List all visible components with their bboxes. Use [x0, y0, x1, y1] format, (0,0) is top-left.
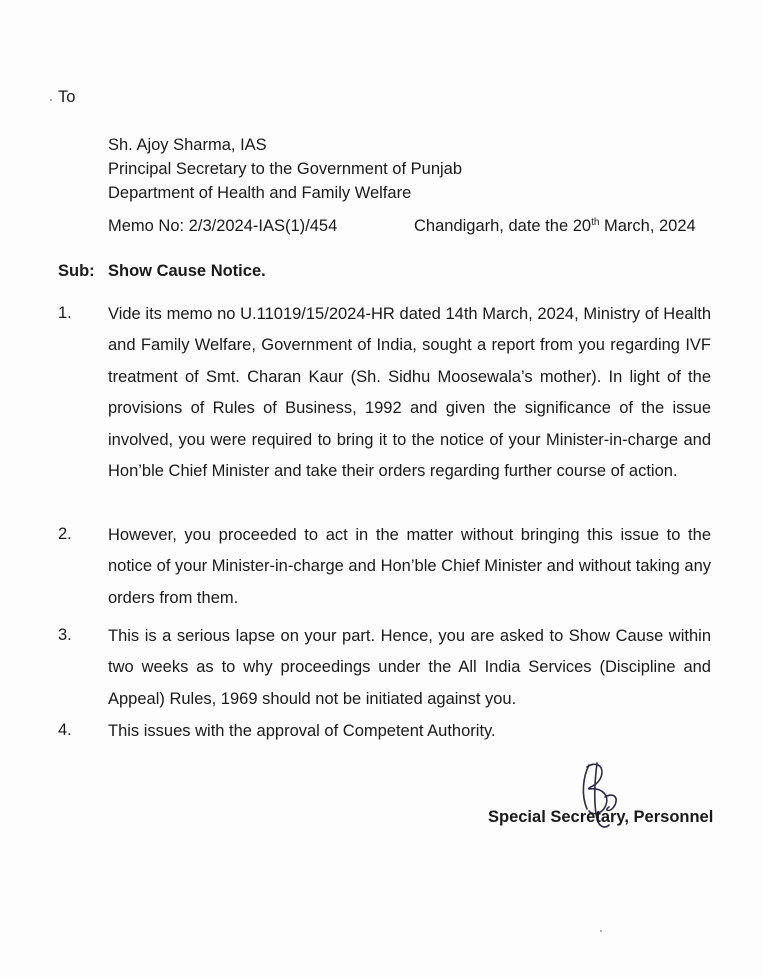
addressee-block	[108, 133, 462, 205]
memo-number: Memo No: 2/3/2024-IAS(1)/454	[108, 217, 338, 235]
signatory-designation: Special Secretary, Personnel	[488, 808, 714, 826]
addressee-name: Sh. Ajoy Sharma, IAS	[108, 136, 267, 154]
paragraph-text: This is a serious lapse on your part. Hence, you are asked to Show Cause within two weeks as to why proceedings under the All India Services (Discipline and Appeal) Rules, 1969 should not be initiated against you.	[108, 627, 711, 708]
addressee-department: Department of Health and Family Welfare	[108, 184, 412, 202]
date-rest: March, 2024	[599, 217, 696, 235]
scan-speck	[600, 930, 602, 932]
paragraph-text: However, you proceeded to act in the matter without bringing this issue to the notice of your Minister-in-charge and Hon’ble Chief Minister and without taking any orders from them.	[108, 526, 711, 607]
place-and-date	[414, 217, 696, 236]
date-ordinal: th	[591, 217, 600, 228]
scan-speck	[50, 99, 52, 101]
paragraph-number: 2.	[58, 525, 72, 543]
paragraph-number: 4.	[58, 721, 72, 739]
date-prefix: Chandigarh, date the 20	[414, 217, 592, 235]
subject-label: Sub:	[58, 262, 95, 280]
subject-text: Show Cause Notice.	[108, 262, 266, 280]
addressee-designation: Principal Secretary to the Government of Punjab	[108, 160, 463, 178]
paragraph-number: 3.	[58, 626, 72, 644]
to-label: To	[58, 88, 76, 106]
paragraph-text: This issues with the approval of Competent Authority.	[108, 722, 496, 740]
paragraph-text: Vide its memo no U.11019/15/2024-HR dated 14th March, 2024, Ministry of Health and Family Welfare, Government of India, sought a report from you regarding IVF treatment of Smt. Charan Kaur (Sh. Sidhu Moosewala’s mother). In light of the provisions of Rules of Business, 1992 and given the significance of the issue involved, you were required to bring it to the notice of your Minister-in-charge and Hon’ble Chief Minister and take their orders regarding further course of action.	[108, 305, 711, 481]
paragraph-number: 1.	[58, 304, 72, 322]
